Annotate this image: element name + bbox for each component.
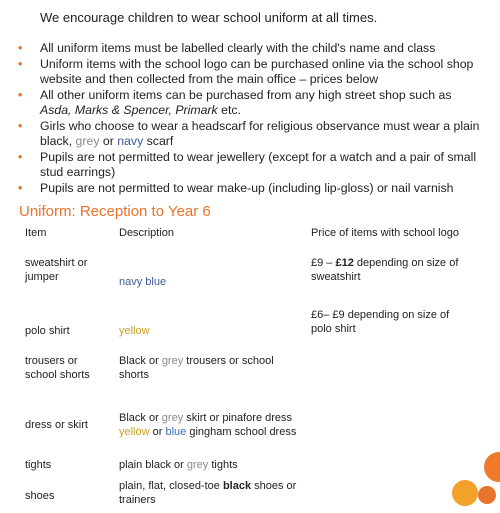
- description-cell: [113, 399, 305, 451]
- grey-word: grey: [161, 355, 184, 367]
- description-cell: [113, 354, 305, 399]
- table-row: [19, 479, 477, 513]
- price-cell: [305, 399, 477, 451]
- price-text: depending on size of sweatshirt: [311, 257, 459, 283]
- grey-word: grey: [161, 412, 184, 424]
- bullet-icon: •: [18, 150, 23, 164]
- rule-text: All other uniform items can be purchased from any high street shop such as: [40, 88, 452, 102]
- bullet-icon: •: [18, 41, 23, 55]
- item-cell: sweatshirt or jumper: [25, 257, 88, 283]
- item-cell: shoes: [25, 490, 55, 502]
- desc-text: plain black or: [119, 459, 187, 471]
- rule-text: Uniform items with the school logo can be purchased online via the school shop website and then collected from the main office – prices below: [40, 57, 474, 86]
- table-row: [19, 308, 477, 354]
- shop-names: Asda, Marks & Spencer, Primark: [40, 103, 218, 117]
- grey-word: grey: [186, 459, 209, 471]
- desc-text: Black: [119, 355, 146, 367]
- table-header-row: [19, 226, 477, 256]
- bullet-icon: •: [18, 88, 23, 102]
- yellow-word: yellow: [119, 426, 150, 438]
- rule-text: etc.: [217, 103, 241, 117]
- section-title: Uniform: Reception to Year 6: [19, 203, 211, 220]
- description-cell: [113, 256, 305, 308]
- intro-text: We encourage children to wear school uniform at all times.: [40, 10, 378, 25]
- desc-text: tights: [208, 459, 238, 471]
- rule-text: Pupils are not permitted to wear jewellery (except for a watch and a pair of small stud earrings): [40, 150, 477, 179]
- description-cell: [113, 308, 305, 354]
- rule-text: or: [99, 134, 118, 148]
- item-cell: dress or skirt: [25, 419, 88, 431]
- bullet-icon: •: [18, 181, 23, 195]
- rule-text: scarf: [143, 134, 174, 148]
- desc-text: trousers or school shorts: [119, 355, 274, 381]
- price-cell: [305, 354, 477, 399]
- item-cell: tights: [25, 459, 52, 471]
- list-item: [0, 181, 480, 196]
- desc-text: Black or: [119, 412, 162, 424]
- price-cell: [305, 479, 477, 513]
- price-cell: £6– £9 depending on size of polo shirt: [311, 309, 450, 335]
- decorative-dot: [478, 486, 496, 504]
- rule-text: Pupils are not permitted to wear make-up (including lip-gloss) or nail varnish: [40, 181, 454, 195]
- desc-bold: black: [222, 480, 252, 492]
- column-header-item: Item: [25, 227, 47, 239]
- bullet-icon: •: [18, 57, 23, 71]
- description-cell: [113, 451, 305, 479]
- table-row: [19, 354, 477, 399]
- grey-word: grey: [75, 134, 100, 148]
- item-cell: polo shirt: [25, 325, 70, 337]
- desc-text: or: [149, 426, 166, 438]
- list-item: [0, 41, 480, 56]
- description-cell: [113, 479, 305, 513]
- rule-text: All uniform items must be labelled clearly with the child's name and class: [40, 41, 436, 55]
- desc-text: plain, flat, closed-toe: [119, 480, 223, 492]
- desc-text: gingham school dress: [186, 426, 297, 438]
- decorative-dot: [452, 480, 478, 506]
- table-row: [19, 399, 477, 451]
- table-row: [19, 451, 477, 479]
- bullet-icon: •: [18, 119, 23, 133]
- uniform-rules-list: [0, 41, 480, 197]
- uniform-table: [19, 226, 477, 513]
- desc-text: skirt or pinafore dress: [183, 412, 293, 424]
- navy-word: navy: [117, 134, 144, 148]
- rule-text: Girls who choose to wear a headscarf for religious observance must wear a plain black,: [40, 119, 480, 148]
- yellow-word: yellow: [119, 325, 150, 337]
- column-header-description: Description: [119, 227, 175, 239]
- list-item: [0, 119, 480, 149]
- desc-text: or: [145, 355, 162, 367]
- list-item: [0, 57, 480, 87]
- price-text: £9 –: [311, 257, 336, 269]
- price-cell: [305, 451, 477, 479]
- navy-word: navy blue: [119, 276, 167, 288]
- decorative-dot: [484, 452, 500, 482]
- blue-word: blue: [165, 426, 187, 438]
- list-item: [0, 88, 480, 118]
- column-header-price: Price of items with school logo: [311, 227, 459, 239]
- price-bold: £12: [335, 257, 354, 269]
- desc-text: shoes or trainers: [119, 480, 297, 506]
- list-item: [0, 150, 480, 180]
- price-cell: [305, 256, 477, 308]
- table-row: [19, 256, 477, 308]
- item-cell: trousers or school shorts: [25, 355, 90, 381]
